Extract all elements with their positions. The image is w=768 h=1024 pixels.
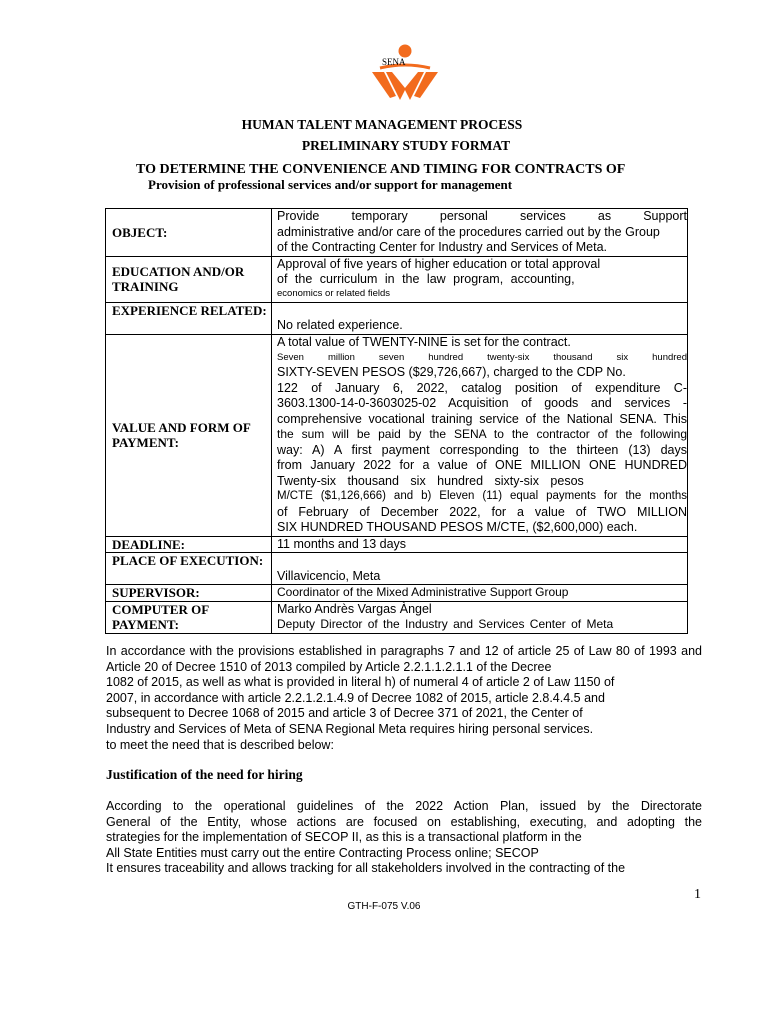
education-label: EDUCATION AND/OR TRAINING bbox=[106, 256, 272, 302]
table-row bbox=[106, 601, 688, 633]
object-value: Provide temporary personal services as Support administrative and/or care of the procedures carried out by the Group of the Contracting Center for Industry and Services of Meta. bbox=[272, 209, 688, 257]
value-payment-value: A total value of TWENTY-NINE is set for the contract. Seven million seven hundred twenty-six thousand six hundred SIXTY-SEVEN PESOS ($29,726,667), charged to the CDP No. 122 of January 6, 2022, catalog position of expenditure C- 3603.1300-14-0-3603025-02 Acquisition of goods and services - comprehensive vocational training service of the National SENA. This the sum will be paid by the SENA to the contractor of the following way: A) A first payment corresponding to the thirteen (13) days from January 2022 for a value of ONE MILLION ONE HUNDRED Twenty-six thousand six hundred sixty-six pesos M/CTE ($1,126,666) and b) Eleven (11) equal payments for the months of February of December 2022, for a value of TWO MILLION SIX HUNDRED THOUSAND PESOS M/CTE, ($2,600,000) each. bbox=[272, 334, 688, 536]
study-table bbox=[105, 208, 688, 634]
deadline-value: 11 months and 13 days bbox=[272, 536, 688, 553]
table-row bbox=[106, 302, 688, 334]
justification-heading: Justification of the need for hiring bbox=[106, 767, 303, 782]
supervisor-label: SUPERVISOR: bbox=[106, 585, 272, 602]
page-number: 1 bbox=[694, 887, 701, 902]
process-title: HUMAN TALENT MANAGEMENT PROCESS bbox=[241, 117, 523, 132]
payer-label: COMPUTER OF PAYMENT: bbox=[106, 601, 272, 633]
legal-basis-paragraph: In accordance with the provisions established in paragraphs 7 and 12 of article 25 of Law 80 of 1993 and Article 20 of Decree 1510 of 2013 compiled by Article 2.2.1.1.2.1.1 of the Decree 1082 of 2015, as well as what is provided in literal h) of numeral 4 of article 2 of Law 1150 of 2007, in accordance with article 2.2.1.2.1.4.9 of Decree 1082 of 2015, article 2.8.4.4.5 and subsequent to Decree 1068 of 2015 and article 3 of Decree 371 of 2021, the Center of Industry and Services of Meta of SENA Regional Meta requires hiring personal services. to meet the need that is described below: bbox=[106, 644, 702, 752]
table-row bbox=[106, 536, 688, 553]
format-title: PRELIMINARY STUDY FORMAT bbox=[301, 138, 511, 153]
svg-text:SENA: SENA bbox=[382, 57, 406, 67]
supervisor-value: Coordinator of the Mixed Administrative Support Group bbox=[272, 585, 688, 602]
purpose-title: TO DETERMINE THE CONVENIENCE AND TIMING FOR CONTRACTS OF bbox=[136, 162, 626, 177]
table-row bbox=[106, 334, 688, 536]
purpose-subtitle: Provision of professional services and/or support for management bbox=[148, 177, 513, 192]
footer-code: GTH-F-075 V.06 bbox=[347, 901, 421, 912]
table-row bbox=[106, 256, 688, 302]
place-label: PLACE OF EXECUTION: bbox=[106, 553, 272, 585]
sena-logo bbox=[370, 42, 440, 104]
justification-paragraph: According to the operational guidelines of the 2022 Action Plan, issued by the Directorate General of the Entity, whose actions are focused on establishing, executing, and adopting the strategies for the implementation of SECOP II, as this is a transactional platform in the All State Entities must carry out the entire Contracting Process online; SECOP It ensures traceability and allows tracking for all stakeholders involved in the contracting of the bbox=[106, 799, 702, 876]
table-row bbox=[106, 585, 688, 602]
table-row bbox=[106, 553, 688, 585]
value-payment-label: VALUE AND FORM OF PAYMENT: bbox=[106, 334, 272, 536]
table-row bbox=[106, 209, 688, 257]
object-label: OBJECT: bbox=[106, 209, 272, 257]
education-value: Approval of five years of higher education or total approval of the curriculum in the law program, accounting, economics or related fields bbox=[272, 256, 688, 302]
place-value: Villavicencio, Meta bbox=[272, 553, 688, 585]
deadline-label: DEADLINE: bbox=[106, 536, 272, 553]
payer-value: Marko Andrès Vargas Àngel Deputy Director of the Industry and Services Center of Meta bbox=[272, 601, 688, 633]
experience-label: EXPERIENCE RELATED: bbox=[106, 302, 272, 334]
experience-value: No related experience. bbox=[272, 302, 688, 334]
